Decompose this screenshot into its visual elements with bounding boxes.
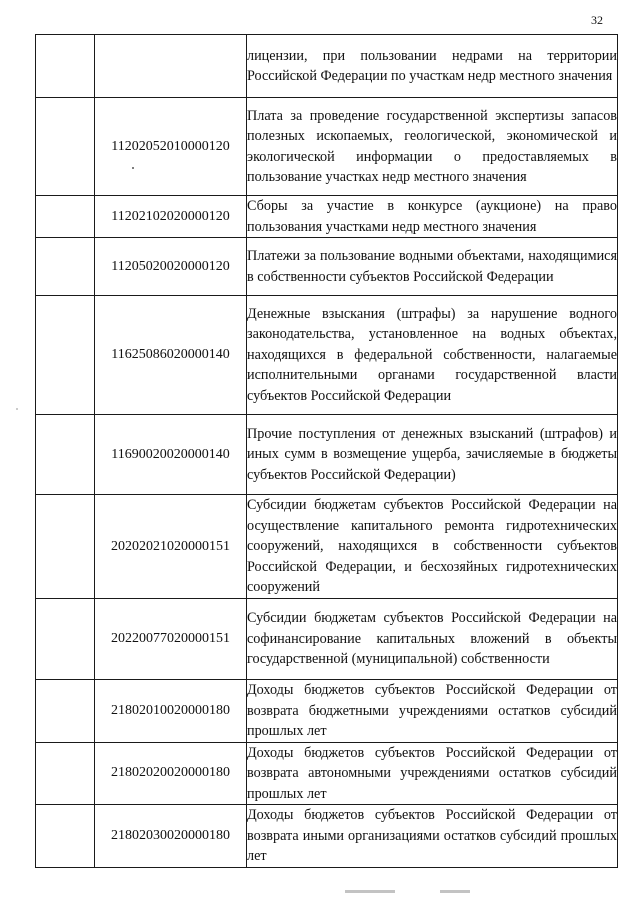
table-row <box>36 196 618 238</box>
description-cell: Субсидии бюджетам субъектов Российской Федерации на софинансирование капитальных вложений в объекты государственной (муниципальной) собственности <box>247 599 618 680</box>
code-cell: 11202052010000120 <box>95 98 247 196</box>
empty-cell <box>36 495 95 599</box>
empty-cell <box>36 805 95 868</box>
code-cell: 21802010020000180 <box>95 680 247 743</box>
page-number: 32 <box>591 13 603 27</box>
table-row <box>36 742 618 805</box>
empty-cell <box>36 196 95 238</box>
table-row <box>36 296 618 415</box>
empty-cell <box>36 35 95 98</box>
description-cell: Платежи за пользование водными объектами, находящимися в собственности субъектов Российской Федерации <box>247 238 618 296</box>
empty-cell <box>36 415 95 495</box>
table-row <box>36 680 618 743</box>
description-cell: Прочие поступления от денежных взысканий (штрафов) и иных сумм в возмещение ущерба, зачисляемые в бюджеты субъектов Российской Федерации) <box>247 415 618 495</box>
table-row <box>36 238 618 296</box>
scan-noise <box>345 890 395 893</box>
description-cell: Доходы бюджетов субъектов Российской Федерации от возврата автономными учреждениями остатков субсидий прошлых лет <box>247 742 618 805</box>
description-cell: лицензии, при пользовании недрами на территории Российской Федерации по участкам недр местного значения <box>247 35 618 98</box>
table-row <box>36 415 618 495</box>
table-row <box>36 35 618 98</box>
code-cell <box>95 35 247 98</box>
code-cell: 20220077020000151 <box>95 599 247 680</box>
table-row <box>36 805 618 868</box>
code-cell: 11625086020000140 <box>95 296 247 415</box>
revenue-codes-table <box>35 34 618 868</box>
code-cell: 11690020020000140 <box>95 415 247 495</box>
description-cell: Доходы бюджетов субъектов Российской Федерации от возврата бюджетными учреждениями остатков субсидий прошлых лет <box>247 680 618 743</box>
empty-cell <box>36 238 95 296</box>
code-cell: 20202021020000151 <box>95 495 247 599</box>
table-row <box>36 495 618 599</box>
empty-cell <box>36 599 95 680</box>
scan-noise <box>440 890 470 893</box>
empty-cell <box>36 742 95 805</box>
code-cell: 11205020020000120 <box>95 238 247 296</box>
description-cell: Субсидии бюджетам субъектов Российской Федерации на осуществление капитального ремонта гидротехнических сооружений, находящихся в собственности субъектов Российской Федерации, и бесхозяйных гидротехнических сооружений <box>247 495 618 599</box>
table-row <box>36 98 618 196</box>
empty-cell <box>36 296 95 415</box>
description-cell: Сборы за участие в конкурсе (аукционе) на право пользования участками недр местного значения <box>247 196 618 238</box>
description-cell: Плата за проведение государственной экспертизы запасов полезных ископаемых, геологической, экономической и экологической информации о предоставляемых в пользование участках недр местного значения <box>247 98 618 196</box>
code-cell: 21802020020000180 <box>95 742 247 805</box>
scan-speck <box>132 167 134 169</box>
code-cell: 11202102020000120 <box>95 196 247 238</box>
empty-cell <box>36 680 95 743</box>
empty-cell <box>36 98 95 196</box>
description-cell: Денежные взыскания (штрафы) за нарушение водного законодательства, установленное на водных объектах, находящихся в федеральной собственности, налагаемые исполнительными органами государственной власти субъектов Российской Федерации <box>247 296 618 415</box>
table-row <box>36 599 618 680</box>
code-cell: 21802030020000180 <box>95 805 247 868</box>
scan-speck <box>16 408 18 410</box>
description-cell: Доходы бюджетов субъектов Российской Федерации от возврата иными организациями остатков субсидий прошлых лет <box>247 805 618 868</box>
